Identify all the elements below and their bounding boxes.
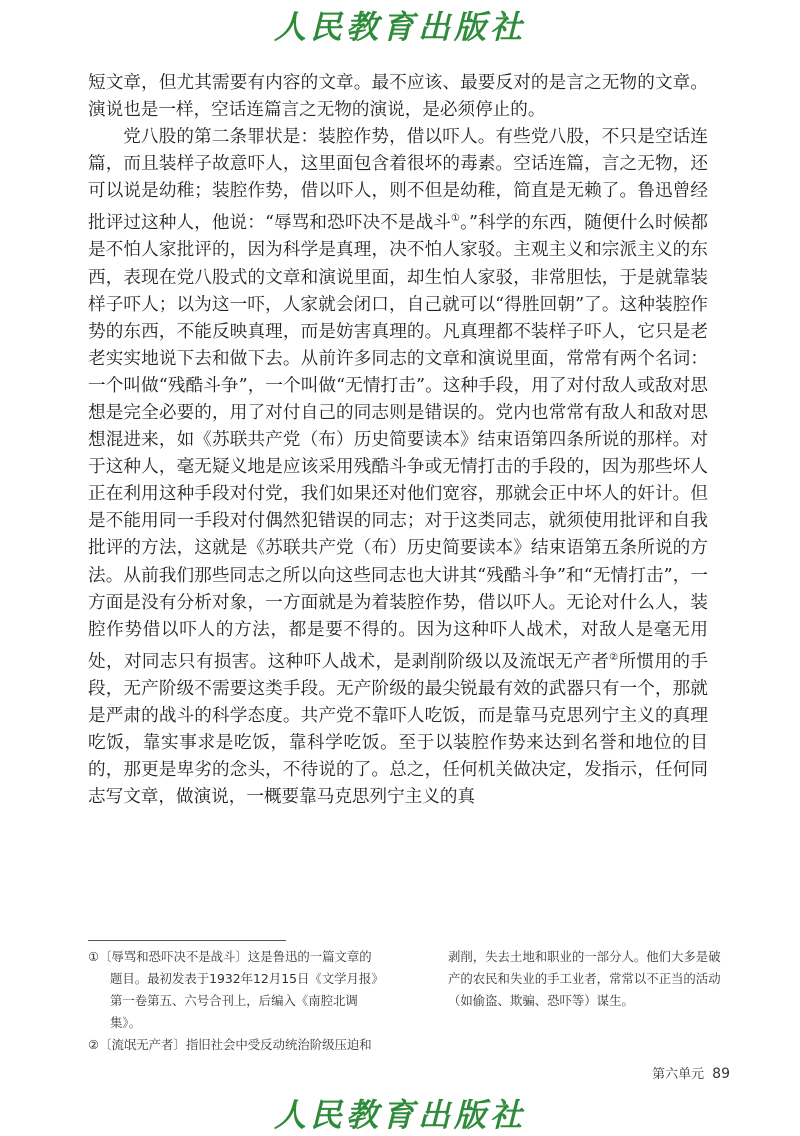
footnote-1-continuation: 题目。最初发表于1932年12月15日《文学月报》第一卷第五、六号合刊上，后编入《南腔北调集》。 xyxy=(110,971,384,1030)
footnote-ref[interactable]: ② xyxy=(609,651,619,663)
unit-label: 第六单元 xyxy=(652,1067,705,1082)
footnote-2-continuation: 剥削，失去土地和职业的一部分人。他们大多是破产的农民和失业的手工业者，常常以不正当的活动（如偷盗、欺骗、恐吓等）谋生。 xyxy=(448,949,721,1008)
footnote-1-first-line: ①〔辱骂和恐吓决不是战斗〕这是鲁迅的一篇文章的 xyxy=(88,949,372,964)
paragraph-text: 党八股的第二条罪状是：装腔作势，借以吓人。有些党八股，不只是空话连篇，而且装样子故意吓人，这里面包含着很坏的毒素。空话连篇，言之无物，还可以说是幼稚；装腔作势，借以吓人，则不但是幼稚，简直是无赖了。鲁迅曾经批评过这种人，他说：“辱骂和恐吓决不是战斗 xyxy=(88,127,708,234)
publisher-logo-header: 人民教育出版社 xyxy=(273,8,526,46)
footnotes-right-column xyxy=(448,946,728,1012)
paragraph-text: 。”科学的东西，随便什么时候都是不怕人家批评的，因为科学是真理，决不怕人家驳。主观主义和宗派主义的东西，表现在党八股式的文章和演说里面，却生怕人家驳，非常胆怯，于是就靠装样子吓人；以为这一吓，人家就会闭口，自己就可以“得胜回朝”了。这种装腔作势的东西，不能反映真理，而是妨害真理的。凡真理都不装样子吓人，它只是老老实实地说下去和做下去。从前许多同志的文章和演说里面，常常有两个名词：一个叫做“残酷斗争”，一个叫做“无情打击”。这种手段，用了对付敌人或敌对思想是完全必要的，用了对付自己的同志则是错误的。党内也常常有敌人和敌对思想混进来，如《苏联共产党（布）历史简要读本》结束语第四条所说的那样。对于这种人，毫无疑义地是应该采用残酷斗争或无情打击的手段的，因为那些坏人正在利用这种手段对付党，我们如果还对他们宽容，那就会正中坏人的奸计。但是不能用同一手段对付偶然犯错误的同志；对于这类同志，就须使用批评和自我批评的方法，这就是《苏联共产党（布）历史简要读本》结束语第五条所说的方法。从前我们那些同志之所以向这些同志也大讲其“残酷斗争”和“无情打击”，一方面是没有分析对象，一方面就是为着装腔作势，借以吓人。无论对什么人，装腔作势借以吓人的方法，都是要不得的。因为这种吓人战术，对敌人是毫无用处，对同志只有损害。这种吓人战术，是剥削阶级以及流氓无产者 xyxy=(88,213,709,672)
page-number: 89 xyxy=(712,1066,730,1082)
paragraph xyxy=(88,124,708,811)
page-footer xyxy=(600,1063,730,1082)
publisher-logo-footer: 人民教育出版社 xyxy=(273,1096,526,1134)
paragraph-text: 所惯用的手段，无产阶级不需要这类手段。无产阶级的最尖锐最有效的武器只有一个，那就是严肃的战斗的科学态度。共产党不靠吓人吃饭，而是靠马克思列宁主义的真理吃饭，靠实事求是吃饭，靠科学吃饭。至于以装腔作势来达到名誉和地位的目的，那更是卑劣的念头，不待说的了。总之，任何机关做决定，发指示，任何同志写文章，做演说，一概要靠马克思列宁主义的真 xyxy=(88,651,708,808)
footnote-2-first-line: ②〔流氓无产者〕指旧社会中受反动统治阶级压迫和 xyxy=(88,1037,372,1052)
footnote-ref[interactable]: ① xyxy=(451,213,461,225)
body-text xyxy=(88,70,708,811)
footnotes-left-column xyxy=(88,946,388,1056)
footnote-divider xyxy=(88,940,286,941)
paragraph: 短文章，但尤其需要有内容的文章。最不应该、最要反对的是言之无物的文章。演说也是一样，空话连篇言之无物的演说，是必须停止的。 xyxy=(88,73,708,121)
